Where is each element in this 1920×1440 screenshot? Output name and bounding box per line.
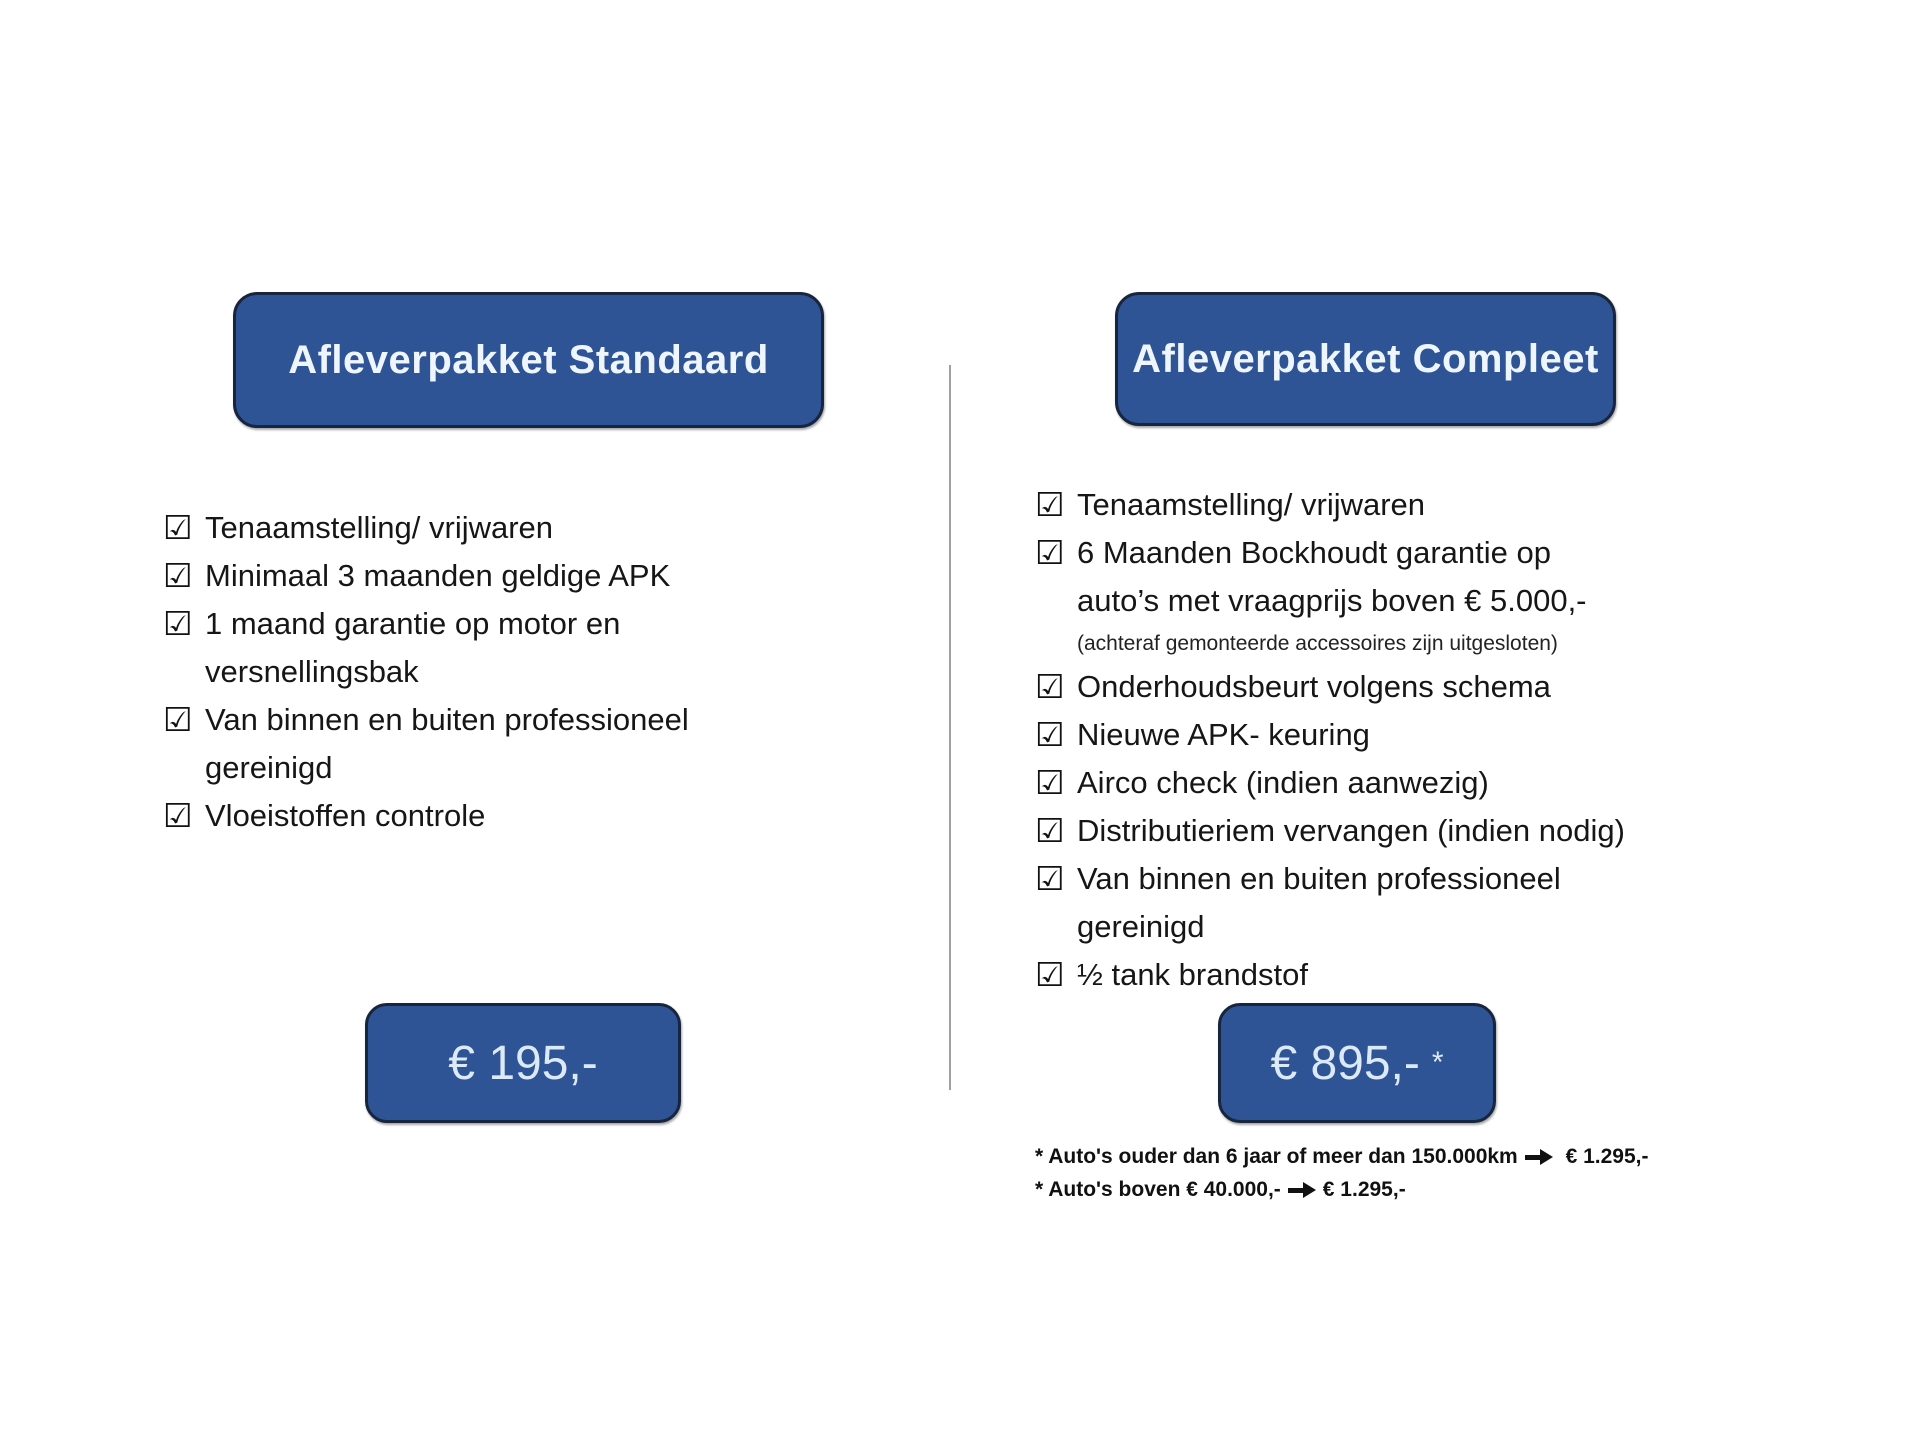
checklist-item-text: Tenaamstelling/ vrijwaren (205, 510, 554, 545)
checklist-item (1035, 481, 1735, 529)
complete-package-header-box (1115, 292, 1616, 426)
checklist-item (163, 600, 843, 696)
checklist-item-text: Vloeistoffen controle (205, 798, 486, 833)
right-arrow-icon (1525, 1149, 1553, 1165)
checklist-item-text: Tenaamstelling/ vrijwaren (1077, 487, 1426, 522)
checklist-item-text: Minimaal 3 maanden geldige APK (205, 558, 671, 593)
checklist-item-text: ½ tank brandstof (1077, 957, 1308, 992)
checklist-item (1035, 663, 1735, 711)
checklist-item-text: Van binnen en buiten professioneel gereinigd (205, 702, 689, 785)
checklist-item-text: Nieuwe APK- keuring (1077, 717, 1370, 752)
standard-package-price: € 195,- (448, 1036, 598, 1090)
checkbox-checked-icon: ☑ (163, 797, 193, 834)
complete-package-price-box (1218, 1003, 1496, 1123)
complete-package-price: € 895,- (1270, 1036, 1420, 1090)
checkbox-checked-icon: ☑ (1035, 486, 1065, 523)
checklist-item-text: Airco check (indien aanwezig) (1077, 765, 1489, 800)
checklist-item (1035, 759, 1735, 807)
standard-package-title: Afleverpakket Standaard (288, 337, 769, 382)
checkbox-checked-icon: ☑ (1035, 764, 1065, 801)
footnote-price: € 1.295,- (1559, 1145, 1649, 1168)
complete-package-checklist (1035, 481, 1735, 999)
vertical-divider (949, 365, 951, 1090)
complete-package-title: Afleverpakket Compleet (1132, 336, 1599, 381)
checklist-item (1035, 951, 1735, 999)
checkbox-checked-icon: ☑ (1035, 956, 1065, 993)
item-subnote: (achteraf gemonteerde accessoires zijn uitgesloten) (1077, 632, 1558, 655)
checkbox-checked-icon: ☑ (1035, 668, 1065, 705)
checklist-item-text: Onderhoudsbeurt volgens schema (1077, 669, 1551, 704)
checklist-item (163, 792, 843, 840)
checklist-item (1035, 711, 1735, 759)
footnote-text: * Auto's boven € 40.000,- (1035, 1178, 1281, 1201)
checkbox-checked-icon: ☑ (163, 509, 193, 546)
checklist-item (1035, 855, 1735, 951)
footnote-text: * Auto's ouder dan 6 jaar of meer dan 150.000km (1035, 1145, 1518, 1168)
footnote (1035, 1173, 1795, 1206)
checklist-item (1035, 807, 1735, 855)
checklist-item-text: 1 maand garantie op motor en versnellingsbak (205, 606, 621, 689)
checklist-item (163, 696, 843, 792)
checklist-item-text: Distributieriem vervangen (indien nodig) (1077, 813, 1625, 848)
standard-package-price-box (365, 1003, 681, 1123)
standard-package-checklist (163, 504, 843, 840)
checklist-item (163, 504, 843, 552)
checklist-item-text: 6 Maanden Bockhoudt garantie op auto’s met vraagprijs boven € 5.000,- (achteraf gemonteerde accessoires zijn uitgesloten) (1077, 529, 1735, 663)
right-arrow-icon (1288, 1182, 1316, 1198)
checkbox-checked-icon: ☑ (1035, 860, 1065, 897)
checkbox-checked-icon: ☑ (163, 605, 193, 642)
checkbox-checked-icon: ☑ (163, 557, 193, 594)
price-asterisk: * (1431, 1046, 1444, 1079)
checkbox-checked-icon: ☑ (1035, 812, 1065, 849)
checkbox-checked-icon: ☑ (163, 701, 193, 738)
checklist-item (1035, 529, 1735, 663)
price-footnotes (1035, 1140, 1795, 1206)
footnote (1035, 1140, 1795, 1173)
footnote-price: € 1.295,- (1322, 1178, 1406, 1201)
standard-package-header-box (233, 292, 824, 428)
checklist-item (163, 552, 843, 600)
checklist-item-text: Van binnen en buiten professioneel gereinigd (1077, 861, 1561, 944)
checkbox-checked-icon: ☑ (1035, 716, 1065, 753)
checkbox-checked-icon: ☑ (1035, 534, 1065, 571)
